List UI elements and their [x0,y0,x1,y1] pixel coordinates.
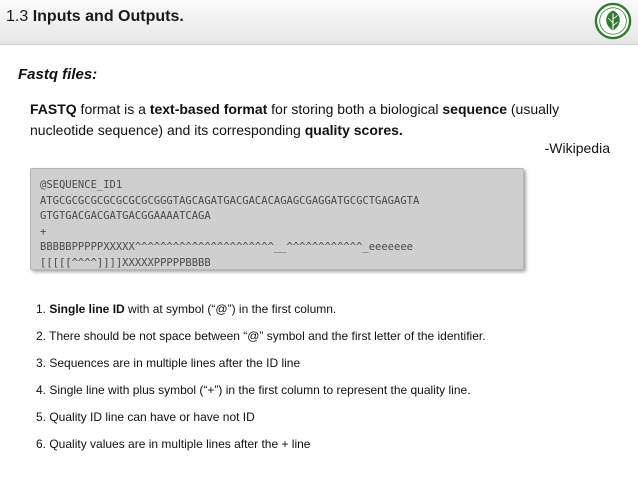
rule-item: 4. Single line with plus symbol (“+”) in the first column to represent the quality line. [36,383,471,397]
fastq-rules-list [36,296,486,458]
fastq-line: [[[[[^^^^]]]]XXXXXPPPPPBBBB [40,256,211,269]
fastq-line: ATGCGCGCGCGCGCGCGCGGGTAGCAGATGACGACACAGAGCGAGGATGCGCTGAGAGTA [40,194,420,207]
rule-item: 1. Single line ID with at symbol (“@”) in the first column. [36,302,337,316]
fastq-example-box [30,168,524,270]
slide-header [0,0,638,45]
fastq-line: GTGTGACGACGATGACGGAAAATCAGA [40,210,211,222]
def-fastq-term: FASTQ [30,101,77,117]
section-number: 1.3 [6,8,29,25]
fastq-definition [30,99,610,141]
wikipedia-attribution: -Wikipedia [544,140,610,156]
def-text-2: for storing both a biological [267,101,443,117]
rule-item: 6. Quality values are in multiple lines after the + line [36,437,311,451]
def-text-based-term: text-based format [149,101,268,117]
fastq-subtitle: Fastq files: [18,66,98,83]
rule-item: 2. There should be not space between “@” symbol and the first letter of the identifier. [36,329,486,343]
fastq-line: @SEQUENCE_ID1 [40,179,123,191]
def-text-1: format is a [76,101,150,117]
def-quality-term: quality scores. [304,122,403,138]
section-title: Inputs and Outputs. [32,8,184,25]
slide-title [6,8,184,26]
rule-item: 5. Quality ID line can have or have not ID [36,410,255,424]
fastq-line: + [40,225,47,238]
leaf-logo-icon [594,2,632,40]
fastq-example-code [31,169,523,271]
def-sequence-term: sequence [442,101,507,117]
def-text-3: (usually nucleotide sequence) and its corresponding [30,101,560,138]
fastq-line: BBBBBPPPPPXXXXX^^^^^^^^^^^^^^^^^^^^^^__^^^^^^^^^^^^_eeeeeee [40,241,413,253]
rule-item: 3. Sequences are in multiple lines after the ID line [36,356,301,370]
